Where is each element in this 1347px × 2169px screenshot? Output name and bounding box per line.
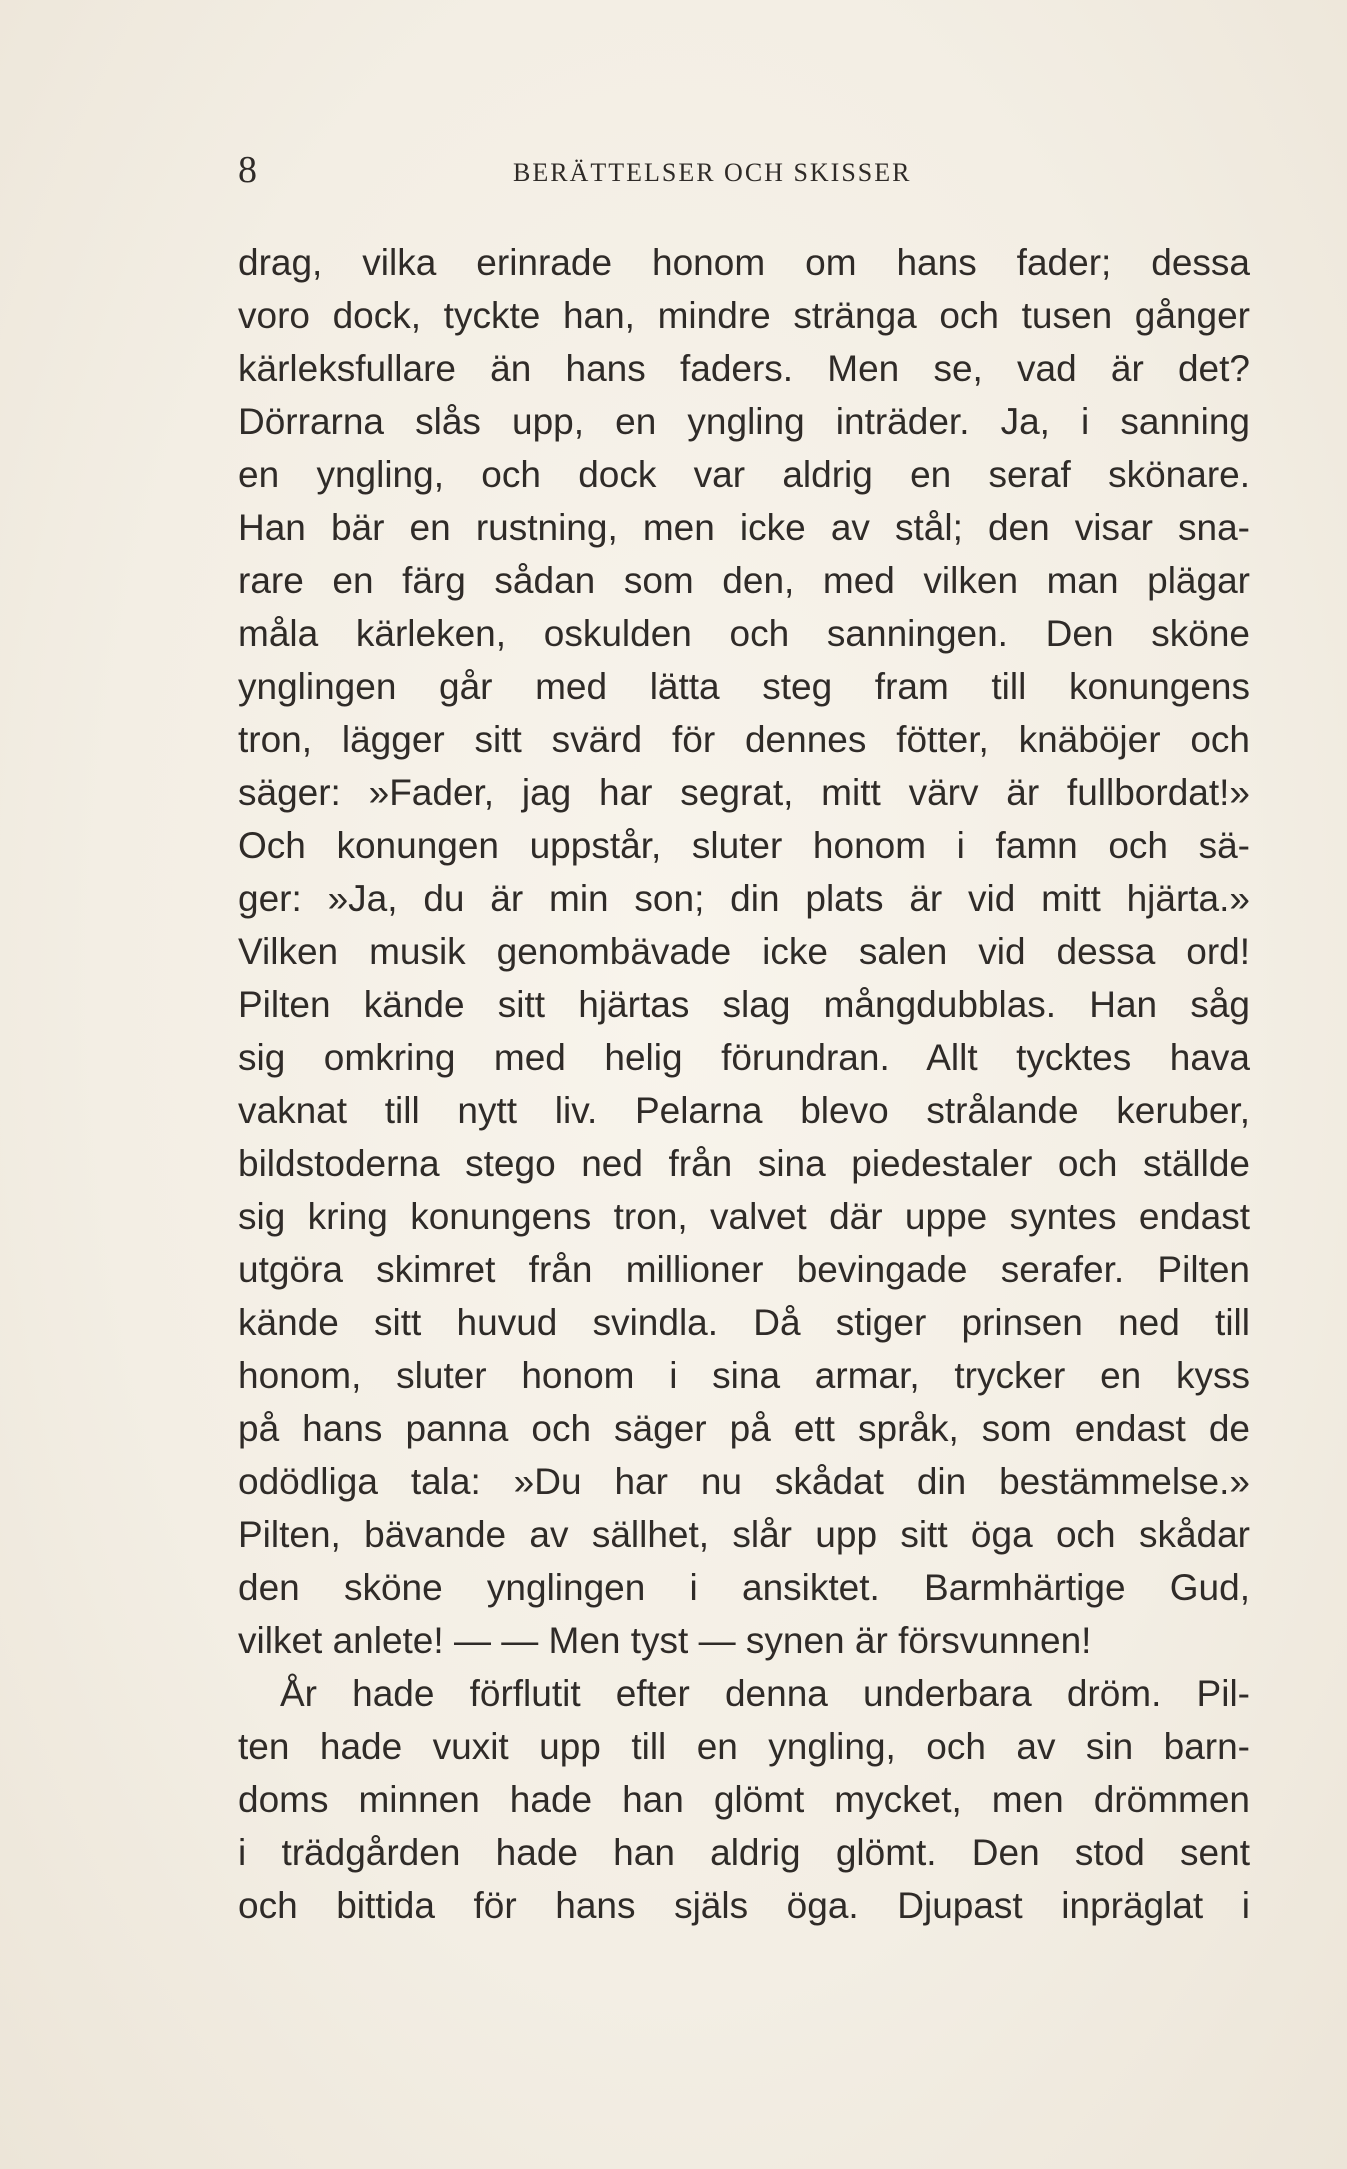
text-line: drag, vilka erinrade honom om hans fader; dessa [238,242,1250,283]
text-line: vilket anlete! — — Men tyst — synen är försvunnen! [238,1620,1092,1661]
text-line: Han bär en rustning, men icke av stål; den visar sna- [238,507,1250,548]
text-line: kärleksfullare än hans faders. Men se, vad är det? [238,348,1250,389]
text-line: ger: »Ja, du är min son; din plats är vid mitt hjärta.» [238,878,1250,919]
text-line: Pilten, bävande av sällhet, slår upp sitt öga och skådar [238,1514,1250,1555]
text-line: sig omkring med helig förundran. Allt tycktes hava [238,1037,1250,1078]
text-line: och bittida för hans själs öga. Djupast inpräglat i [238,1885,1250,1926]
text-line: Och konungen uppstår, sluter honom i famn och sä- [238,825,1250,866]
text-line: vaknat till nytt liv. Pelarna blevo strålande keruber, [238,1090,1250,1131]
text-line: i trädgården hade han aldrig glömt. Den stod sent [238,1832,1250,1873]
page-header [238,148,978,198]
text-line: doms minnen hade han glömt mycket, men drömmen [238,1779,1250,1820]
body-text [238,236,1250,1932]
text-line: odödliga tala: »Du har nu skådat din bestämmelse.» [238,1461,1250,1502]
paragraph-start-line: År hade förflutit efter denna underbara dröm. Pil- [280,1673,1250,1714]
text-line: säger: »Fader, jag har segrat, mitt värv är fullbordat!» [238,772,1250,813]
text-line: kände sitt huvud svindla. Då stiger prinsen ned till [238,1302,1250,1343]
text-line: voro dock, tyckte han, mindre stränga och tusen gånger [238,295,1250,336]
text-line: rare en färg sådan som den, med vilken man plägar [238,560,1250,601]
text-line: ten hade vuxit upp till en yngling, och av sin barn- [238,1726,1250,1767]
text-line: Dörrarna slås upp, en yngling inträder. Ja, i sanning [238,401,1250,442]
text-line: honom, sluter honom i sina armar, trycker en kyss [238,1355,1250,1396]
text-line: ynglingen går med lätta steg fram till konungens [238,666,1250,707]
text-line: sig kring konungens tron, valvet där uppe syntes endast [238,1196,1250,1237]
text-line: den sköne ynglingen i ansiktet. Barmhärtige Gud, [238,1567,1250,1608]
text-line: bildstoderna stego ned från sina piedestaler och ställde [238,1143,1250,1184]
text-line: Vilken musik genombävade icke salen vid dessa ord! [238,931,1250,972]
text-line: på hans panna och säger på ett språk, som endast de [238,1408,1250,1449]
text-line: utgöra skimret från millioner bevingade serafer. Pilten [238,1249,1250,1290]
text-line: Pilten kände sitt hjärtas slag mångdubblas. Han såg [238,984,1250,1025]
running-head: BERÄTTELSER OCH SKISSER [513,158,912,187]
page-number: 8 [238,149,257,191]
text-line: tron, lägger sitt svärd för dennes fötter, knäböjer och [238,719,1250,760]
text-line: måla kärleken, oskulden och sanningen. Den sköne [238,613,1250,654]
text-line: en yngling, och dock var aldrig en seraf skönare. [238,454,1250,495]
